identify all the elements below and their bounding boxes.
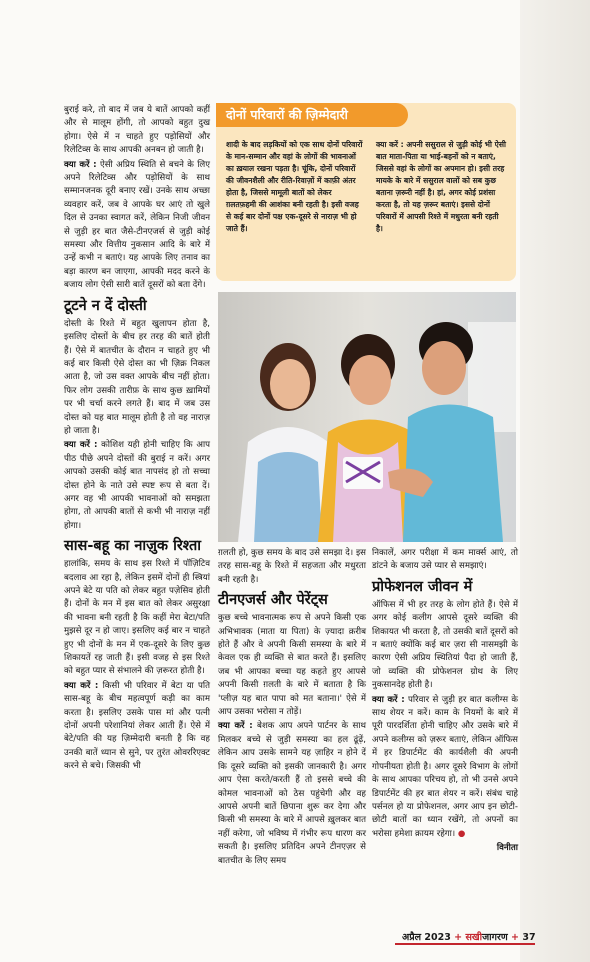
footer-separator: +	[511, 932, 520, 943]
paragraph	[64, 159, 210, 293]
box-left-text: शादी के बाद लड़कियों को एक साथ दोनों परिवारों के मान-सम्मान और वहां के लोगों की भावनाओं का ख़याल रखना पड़ता है। चूंकि, दोनों परिवारों की जीवनशैली और रीति-रिवाज़ों में काफ़ी अंतर होता है, जिससे मामूली बातों को लेकर ग़लतफ़हमी की आशंका बनी रहती है। इसी वजह से कई बार दोनों पक्ष एक-दूसरे से नाराज़ भी हो जाते हैं।	[226, 140, 363, 233]
footer-separator: +	[454, 932, 463, 943]
paragraph	[64, 680, 210, 774]
end-mark-icon: ●	[457, 828, 466, 839]
section-heading: प्रोफेशनल जीवन में	[372, 578, 473, 595]
paragraph	[218, 720, 366, 867]
what-to-do-label: क्या करें :	[64, 159, 97, 170]
page-number: 37	[522, 932, 536, 943]
paragraph-text: किसी भी परिवार में बेटा या पति सास-बहू के बीच महत्वपूर्ण कड़ी का काम करता है। इसलिए उसके पास मां और पत्नी दोनों अपनी परेशानियां लेकर आती हैं। ऐसे में बेटे/पति की यह ज़िम्मेदारी बनती है कि वह उनकी बातें ध्यान से सुने, पर तुरंत ओवररिएक्ट करने से बचे। जिसकी भी	[64, 680, 211, 772]
what-to-do-label: क्या करें :	[64, 680, 99, 691]
what-to-do-label: क्या करें :	[376, 140, 404, 149]
paragraph-text: परिवार से जुड़ी हर बात कलीग्स के साथ शेयर न करें। काम के नियमों के बारे में पूरी पारदर्शिता होनी चाहिए और उसके बारे में अपने कलीग्स को ज़रूर बताएं, लेकिन ऑफिस में हर डिपार्टमेंट की कार्यशैली की अपनी गोपनीयता होती है। अगर दूसरे विभाग के लोगों के साथ आपका परिचय हो, तो भी उनसे अपने डिपार्टमेंट की हर बात शेयर न करें। संबंध चाहे पर्सनल हो या प्रोफेशनल, अगर आप इन छोटी-छोटी बातों का ध्यान रखेंगे, तो अपनों का भरोसा हमेशा क़ायम रहेगा।	[372, 694, 518, 839]
box-right-text	[376, 139, 508, 235]
box-right-body: अपनी ससुराल से जुड़ी कोई भी ऐसी बात माता-पिता या भाई-बहनों को न बताएं, जिससे वहां के लोगों का अपमान हो। इसी तरह मायके के बारे में ससुराल वालों को सब कुछ बताना ज़रूरी नहीं है। हां, अगर कोई प्रशंसा करता है, तो यह ज़रूर बताएं। इससे दोनों परिवारों में आपसी रिश्ते में मधुरता बनी रहती है।	[376, 140, 506, 233]
paragraph-text: ऐसी अप्रिय स्थिति से बचने के लिए अपने रिलेटिव्स और पड़ोसियों के साथ सम्मानजनक दूरी बनाए रखें। उनके साथ अच्छा व्यवहार करें, जब वे आपके घर आएं तो खुले दिल से उनका स्वागत करें, लेकिन निजी जीवन से जुड़ी हर बात जैसे-टीनएजर्स से जुड़ी कोई समस्या और वित्तीय नुकसान आदि के बारे में उन्हें कभी न बताएं। यह आपके लिए तनाव का बड़ा कारण बन जाएगा, आपकी मदद करने के बजाय लोग ऐसी सारी बातें दूसरों को बता देंगे।	[64, 159, 211, 291]
paragraph: हालांकि, समय के साथ इस रिश्ते में पॉज़िटिव बदलाव आ रहा है, लेकिन इसमें दोनों ही स्त्रियां अपने बेटे या पति को लेकर बहुत पज़ेसिव होती हैं। दोनों के मन में इस बात को लेकर असुरक्षा की भावना बनी रहती है कि कहीं मेरा बेटा/पति मुझसे दूर न हो जाए। इसलिए कई बार न चाहते हुए भी दोनों के मन में एक-दूसरे के लिए कुछ शिकायतें रह जाती हैं। इसी वजह से इस रिश्ते को बहुत प्यार से संभालने की ज़रूरत होती है।	[64, 559, 210, 677]
paragraph: निकालें, अगर परीक्षा में कम मार्क्स आएं, तो डांटने के बजाय उसे प्यार से समझाएं।	[372, 548, 518, 572]
footer-rule	[395, 943, 535, 945]
paragraph: ऑफिस में भी हर तरह के लोग होते हैं। ऐसे में अगर कोई कलीग आपसे दूसरे व्यक्ति की शिकायत भी करता है, तो उसकी बातें दूसरों को न बताएं क्योंकि कई बार ज़रा सी नासमझी के कारण ऐसी अप्रिय स्थितियां पैदा हो जाती हैं, जो व्यक्ति की प्रोफेशनल ग्रोथ के लिए नुकसानदेह होती है।	[372, 599, 518, 691]
paragraph	[372, 694, 518, 841]
highlight-box	[216, 103, 516, 281]
magazine-name-part1: सखी	[465, 932, 483, 943]
paragraph: ग़लती हो, कुछ समय के बाद उसे समझा दे। इस तरह सास-बहू के रिश्ते में सहजता और मधुरता बनी रहती है।	[218, 548, 366, 585]
box-title: दोनों परिवारों की ज़िम्मेदारी	[216, 103, 408, 127]
magazine-name-part2: जागरण	[482, 932, 508, 943]
article-column-3	[372, 547, 518, 857]
article-column-2	[218, 547, 366, 869]
page-footer	[402, 930, 536, 943]
section-heading: टूटने न दें दोस्ती	[64, 297, 147, 314]
page-edge	[520, 0, 590, 962]
paragraph-text: बेशक आप अपने पार्टनर के साथ मिलकर बच्चे से जुड़ी समस्या का हल ढूंढ़ें, लेकिन आप उसके सामने यह ज़ाहिर न होने दें कि दूसरे व्यक्ति को इसकी जानकारी है। अगर आप ऐसा करते/करती हैं तो इससे बच्चे की कोमल भावनाओं को ठेस पहुंचेगी और वह आपसे अपनी बातें छिपाना शुरू कर देगा और किसी भी समस्या के बारे में आपसे ख़ुलकर बात नहीं करेगा, जो भविष्य में गंभीर रूप धारण कर सकती है। इसलिए प्रतिदिन अपने टीनएज़र से बातचीत के लिए समय	[218, 721, 367, 866]
paragraph: कुछ बच्चे भावनात्मक रूप से अपने किसी एक अभिभावक (माता या पिता) के ज़्यादा क़रीब होते हैं और वे अपनी किसी समस्या के बारे में केवल एक ही व्यक्ति से बात करते हैं। इसलिए जब भी आपका बच्चा यह कहते हुए आपसे अपनी किसी ग़लती के बारे में बताता है कि 'प्लीज़ यह बात पापा को मत बताना।' ऐसे में आप उसका भरोसा न तोड़ें।	[218, 613, 366, 718]
paragraph	[64, 439, 210, 533]
article-column-1	[64, 104, 210, 775]
what-to-do-label: क्या करें :	[372, 694, 405, 705]
what-to-do-label: क्या करें :	[218, 721, 253, 732]
author-signature: विनीता	[496, 843, 518, 854]
family-photo	[218, 292, 516, 542]
family-photo-illustration	[218, 292, 516, 542]
issue-month: अप्रैल 2023	[402, 932, 451, 943]
paragraph: बुराई करे, तो बाद में जब ये बातें आपको कहीं और से मालूम होंगी, तो आपको बहुत दुख होगा। ऐसे में न चाहते हुए पड़ोसियों और रिलेटिव्स के साथ आपकी अनबन हो जाती है।	[64, 105, 210, 156]
paragraph: दोस्ती के रिश्ते में बहुत खुलापन होता है, इसलिए दोस्तों के बीच हर तरह की बातें होती हैं। ऐसे में बातचीत के दौरान न चाहते हुए भी कई बार किसी ऐसे दोस्त का भी ज़िक्र निकल आता है, जो उस वक्त आपके बीच नहीं होता। फिर लोग उसकी तारीफ़ के साथ कुछ ख़ामियों पर भी चर्चा करने लगते हैं। बाद में जब उस दोस्त को यह बात मालूम होती है तो वह नाराज़ हो जाता है।	[64, 318, 210, 436]
paragraph-text: कोशिश यही होनी चाहिए कि आप पीठ पीछे अपने दोस्तों की बुराई न करें। अगर आपको उसकी कोई बात नापसंद हो तो सच्चा दोस्त होने के नाते उसे स्पष्ट रूप से बता दें। अगर वह भी आपकी भावनाओं को समझता होगा, तो आपकी बातों से कभी भी नाराज़ नहीं होगा।	[64, 440, 210, 531]
what-to-do-label: क्या करें :	[64, 440, 98, 451]
section-heading: टीनएजर्स और पेरेंट्स	[218, 592, 328, 609]
section-heading: सास-बहू का नाज़ुक रिश्ता	[64, 538, 201, 555]
